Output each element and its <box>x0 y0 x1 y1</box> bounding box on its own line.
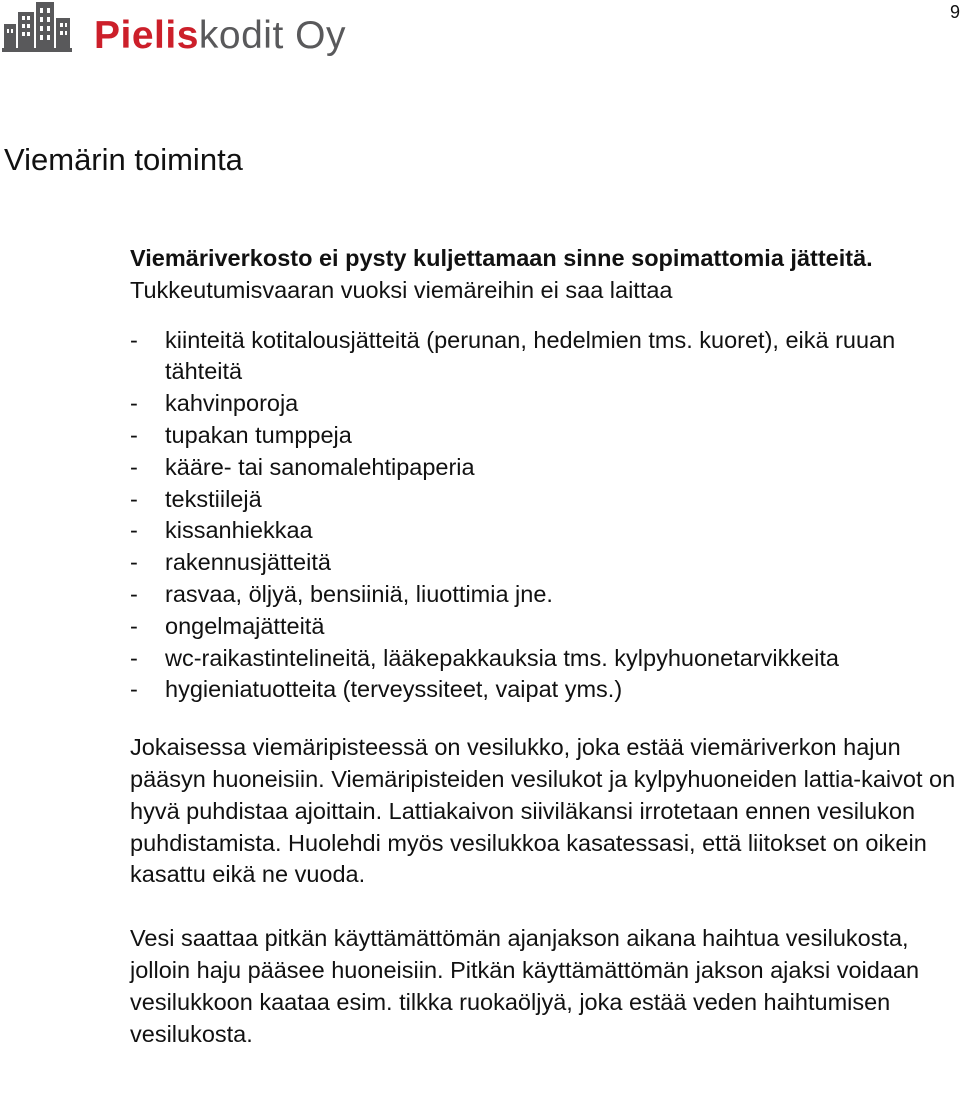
logo-rest-text: kodit Oy <box>198 14 346 57</box>
list-item: - rasvaa, öljyä, bensiiniä, liuottimia jne. <box>130 579 960 611</box>
list-item: - tekstiilejä <box>130 484 960 516</box>
buildings-icon <box>2 2 92 54</box>
list-item: - kahvinporoja <box>130 388 960 420</box>
intro-rest-text: Tukkeutumisvaaran vuoksi viemäreihin ei saa laittaa <box>130 276 673 303</box>
page-number: 9 <box>949 2 960 22</box>
forbidden-items-list <box>130 325 960 707</box>
logo-brand-text: Pielis <box>94 14 199 57</box>
logo-wordmark <box>94 12 346 60</box>
list-item: - rakennusjätteitä <box>130 547 960 579</box>
intro-bold-text: Viemäriverkosto ei pysty kuljettamaan sinne sopimattomia jätteitä. <box>130 245 873 271</box>
water-trap-paragraph: Jokaisessa viemäripisteessä on vesilukko, joka estää viemäriverkon hajun pääsyn huoneisiin. Viemäripisteiden vesilukot ja kylpyhuoneiden lattia-kaivot on hyvä puhdistaa ajoittain. Lattiakaivon siiviläkansi irrotetaan ennen vesilukon puhdistamista. Huolehdi myös vesilukkoa kasatessasi, että liitokset on oikein kasattu eikä ne vuoda. <box>130 734 956 888</box>
company-logo <box>2 2 382 60</box>
list-item: - hygieniatuotteita (terveyssiteet, vaipat yms.) <box>130 674 960 706</box>
list-item: - kissanhiekkaa <box>130 515 960 547</box>
evaporation-paragraph: Vesi saattaa pitkän käyttämättömän ajanjakson aikana haihtua vesilukosta, jolloin haju pääsee huoneisiin. Pitkän käyttämättömän jakson ajaksi voidaan vesilukkoon kaatаa esim. tilkka ruokaöljyä, joka estää veden haihtumisen vesilukosta. <box>130 925 920 1047</box>
main-content <box>130 243 960 1050</box>
list-item: - tupakan tumppeja <box>130 420 960 452</box>
list-item: - wc-raikastintelineitä, lääkepakkauksia tms. kylpyhuonetarvikkeita <box>130 643 960 675</box>
intro-paragraph <box>130 243 960 307</box>
list-item: - kääre- tai sanomalehtipaperia <box>130 452 960 484</box>
list-item: - kiinteitä kotitalousjätteitä (perunan, hedelmien tms. kuoret), eikä ruuan tähteitä <box>130 325 960 389</box>
page-title: Viemärin toiminta <box>4 142 243 177</box>
list-item: - ongelmajätteitä <box>130 611 960 643</box>
